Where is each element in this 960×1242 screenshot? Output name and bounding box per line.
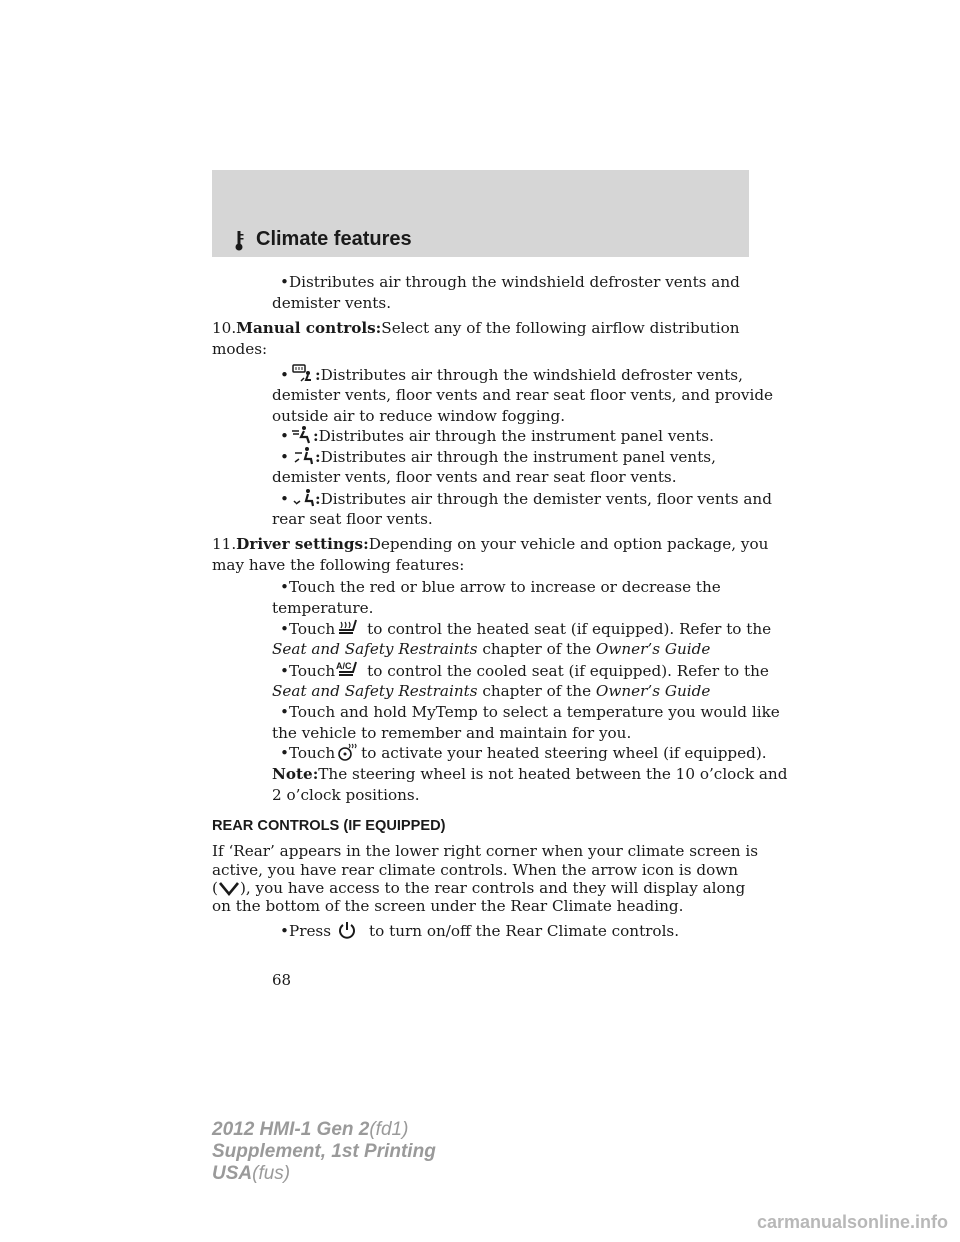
footer-line-3: USA(fus) — [212, 1163, 291, 1184]
text-line: active, you have rear climate controls. When the arrow icon is down — [212, 861, 739, 879]
item-manual-controls: 10.Manual controls:Select any of the following airflow distribution — [212, 319, 740, 337]
text-line: If ‘Rear’ appears in the lower right corner when your climate screen is — [212, 842, 759, 860]
text-line: rear seat floor vents. — [272, 510, 433, 528]
heated-seat-line: •Touch to control the heated seat (if equipped). Refer to the — [280, 620, 772, 638]
heated-steering-wheel-icon — [335, 742, 359, 762]
panel-floor-mode-icon — [289, 446, 315, 466]
cooled-seat-icon — [335, 660, 361, 680]
defrost-floor-mode-icon — [289, 364, 315, 384]
footer-line-2: Supplement, 1st Printing — [212, 1141, 436, 1162]
arrow-line: ( ), you have access to the rear controls and they will display along — [212, 879, 746, 897]
rear-controls-heading: REAR CONTROLS (IF EQUIPPED) — [212, 818, 446, 834]
text-line: outside air to reduce window fogging. — [272, 407, 566, 425]
reference-line: Seat and Safety Restraints chapter of the Owner’s Guide — [272, 682, 711, 700]
mode-floor-demist: • :Distributes air through the demister vents, floor vents and — [280, 490, 772, 508]
note-line: Note:The steering wheel is not heated between the 10 o’clock and — [272, 765, 788, 783]
cooled-seat-line: •Touch A/C to control the cooled seat (if equipped). Refer to the — [280, 661, 769, 680]
text-line: the vehicle to remember and maintain for you. — [272, 724, 632, 742]
section-header — [212, 170, 749, 257]
text-line: demister vents. — [272, 294, 392, 312]
text-line: demister vents, floor vents and rear seat floor vents. — [272, 468, 677, 486]
footer-line-1: 2012 HMI-1 Gen 2(fd1) — [212, 1119, 409, 1140]
bullet-line: •Distributes air through the windshield defroster vents and — [280, 273, 740, 291]
svg-text:A/C: A/C — [336, 661, 352, 671]
panel-vent-mode-icon — [289, 425, 313, 445]
bullet-line: •Touch and hold MyTemp to select a temperature you would like — [280, 703, 780, 721]
mode-panel-floor: • :Distributes air through the instrument panel vents, — [280, 448, 716, 466]
power-line: •Press to turn on/off the Rear Climate controls. — [280, 922, 680, 940]
text-line: demister vents, floor vents and rear seat floor vents, and provide — [272, 386, 774, 404]
reference-line: Seat and Safety Restraints chapter of the Owner’s Guide — [272, 640, 711, 658]
page-number: 68 — [272, 971, 292, 989]
heated-seat-icon — [335, 618, 361, 638]
text-line: temperature. — [272, 599, 374, 617]
text-line: 2 o’clock positions. — [272, 786, 420, 804]
watermark: carmanualsonline.info — [756, 1212, 948, 1232]
bullet-line: •Touch the red or blue arrow to increase or decrease the — [280, 578, 721, 596]
section-title: Climate features — [256, 228, 412, 250]
mode-panel: • :Distributes air through the instrument panel vents. — [280, 427, 714, 445]
mode-defrost-floor: • :Distributes air through the windshield defroster vents, — [280, 366, 743, 384]
floor-demist-mode-icon — [289, 488, 315, 508]
power-icon — [331, 920, 365, 940]
text-line: on the bottom of the screen under the Rear Climate heading. — [212, 897, 684, 915]
heated-wheel-line: •Touch to activate your heated steering wheel (if equipped). — [280, 744, 767, 762]
text-line: may have the following features: — [212, 556, 465, 574]
item-driver-settings: 11.Driver settings:Depending on your vehicle and option package, you — [212, 535, 769, 553]
chevron-down-icon — [218, 879, 240, 897]
text-line: modes: — [212, 340, 268, 358]
climate-thermometer-icon — [234, 231, 244, 251]
